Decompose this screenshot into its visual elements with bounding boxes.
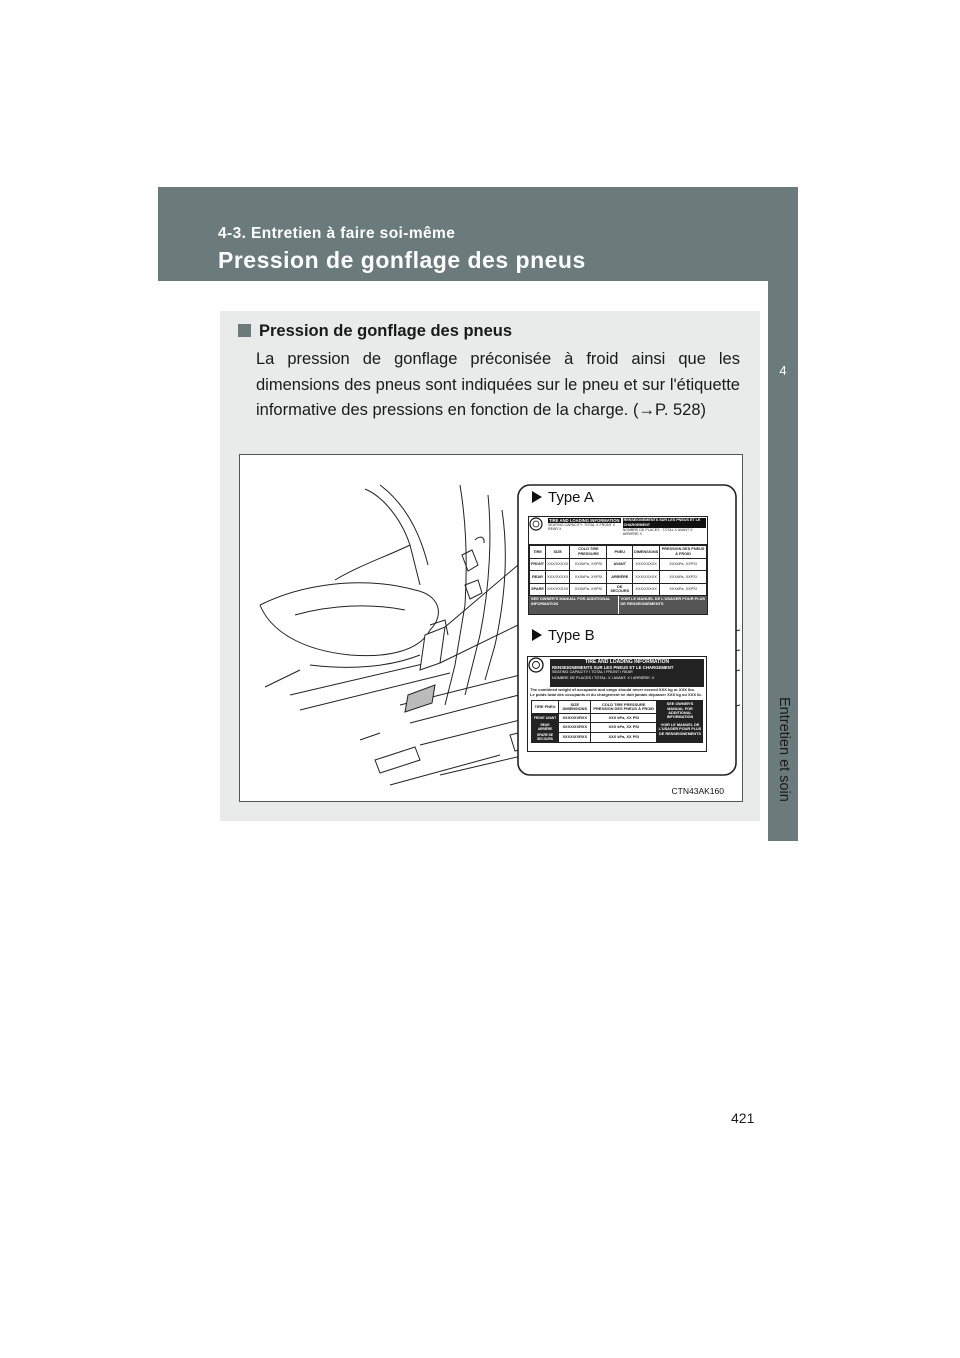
triangle-bullet-icon	[532, 629, 542, 641]
label-a-cell: XXXkPa, XXPSI	[660, 571, 707, 584]
label-b-side-fr: VOIR LE MANUEL DE L'USAGER POUR PLUS DE RENSEIGNEMENTS	[658, 722, 702, 736]
label-b-cell: REAR ARRIÈRE	[532, 722, 559, 732]
label-a-cell: XXXkPa, XXPSI	[570, 583, 607, 596]
content-body: La pression de gonflage préconisée à froid ainsi que les dimensions des pneus sont indiquées sur le pneu et sur l'étiquette informative des pressions en fonction de la charge. (→P. 528)	[256, 350, 740, 419]
label-b-cell: COLD TIRE PRESSURE PRESSION DES PNEUS À FROID	[591, 701, 657, 714]
label-b-cell: TIRE PNEU	[532, 701, 559, 714]
label-b-row	[532, 701, 657, 714]
triangle-bullet-icon	[532, 491, 542, 503]
label-b-table	[531, 700, 657, 743]
label-b-weight-en: The combined weight of occupants and cargo should never exceed XXX kg or XXX lbs.	[530, 687, 695, 692]
label-a-row	[530, 571, 707, 584]
label-a-cell: XXX/XXXXX	[633, 571, 660, 584]
label-a-row	[530, 583, 707, 596]
chapter-number: 4	[779, 363, 787, 378]
label-a-cell: XXX/XXXXX	[546, 583, 570, 596]
label-a-cell: FRONT	[530, 558, 546, 571]
label-a-cell: XXX/XXXXX	[546, 571, 570, 584]
figure-code: CTN43AK160	[671, 786, 724, 796]
label-a-cell: AVANT	[607, 558, 633, 571]
label-a-row	[530, 558, 707, 571]
label-b-row	[532, 722, 657, 732]
tire-label-type-b	[527, 656, 707, 752]
label-b-cell: XXX kPa, XX PSI	[591, 714, 657, 723]
label-a-table	[529, 545, 707, 596]
label-b-row	[532, 714, 657, 723]
page-title: Pression de gonflage des pneus	[218, 247, 586, 273]
label-b-title-fr: RENSEIGNEMENTS SUR LES PNEUS ET LE CHARGEMENT	[552, 665, 674, 671]
label-b-cell: SIZE DIMENSIONS	[559, 701, 591, 714]
label-a-cell: XXXkPa, XXPSI	[570, 571, 607, 584]
page-number: 421	[731, 1110, 755, 1126]
label-b-capacity-fr: NOMBRE DE PLACES I TOTAL: X I AVANT: X I ARRIÈRE: X	[552, 675, 655, 680]
label-b-cell: XXX kPa, XX PSI	[591, 732, 657, 742]
label-a-cell: PRESSION DES PNEUS À FROID	[660, 546, 707, 559]
label-a-cell: SIZE	[546, 546, 570, 559]
label-b-cell: XXXX/XXRXX	[559, 722, 591, 732]
label-b-cell: XXXX/XXRXX	[559, 732, 591, 742]
label-a-footer-fr: VOIR LE MANUEL DE L'USAGER POUR PLUS DE RENSEIGNEMENTS	[618, 596, 708, 614]
content-heading-text: Pression de gonflage des pneus	[259, 322, 513, 340]
section-label: 4-3. Entretien à faire soi-même	[218, 225, 456, 242]
tire-icon	[529, 517, 547, 544]
label-b-title-en: TIRE AND LOADING INFORMATION	[584, 659, 670, 665]
label-a-title-fr: RENSEIGNEMENTS SUR LES PNEUS ET LE CHARGEMENT	[623, 518, 706, 528]
label-b-cell: FRONT AVANT	[532, 714, 559, 723]
content-box	[220, 311, 760, 821]
chapter-label: Entretien et soin	[776, 697, 792, 802]
header-band	[158, 187, 798, 281]
label-a-cell: SPARE	[530, 583, 546, 596]
label-b-weight-fr: Le poids total des occupants et du chargement ne doit jamais dépasser XXX kg ou XXX lb.	[530, 691, 702, 697]
label-a-cell: ARRIÈRE	[607, 571, 633, 584]
type-b-text: Type B	[548, 627, 595, 644]
square-bullet-icon	[238, 324, 251, 337]
type-a-text: Type A	[548, 489, 594, 506]
type-a-label	[532, 489, 594, 506]
label-a-cell: XXXkPa, XXPSI	[660, 558, 707, 571]
tire-icon	[528, 657, 550, 687]
label-b-side-en: SEE OWNER'S MANUAL FOR ADDITIONAL INFORMATION	[666, 702, 694, 720]
label-a-cell: TIRE	[530, 546, 546, 559]
label-a-row	[530, 546, 707, 559]
label-a-cell: XXX/XXXXX	[633, 583, 660, 596]
tire-label-type-a: TIRE AND LOADING INFORMATION SEATING CAPACITY: TOTAL X FRONT X REAR X RENSEIGNEMENTS SUR LES PNEUS ET LE CHARGEMENT NOMBRE DE PLACES : TOTAL X AVANT X ARRIÈRE X TIRE SIZE COLD TIRE PRESSURE PNEU DIMENSIONS PRESSION DES PNEUS À FROID FRONT XXX/XXXXX XXXkPa, XXPSI AVANT XXX/XXXXX XXXkPa, XXPSI REAR XXX/XXXXX XXXkPa, XXPSI ARRIÈRE XXX/XXXXX XXXkPa, XXPSI SPARE XXX/XXXXX XXXkPa, XXPSI DE SECOURS XXX/XXXXX XXXkPa, XXPSI SEE OWNER'S MANUAL FOR ADDITIONAL INFORMATION VOIR LE MANUEL DE L'USAGER POUR PLUS DE RENSEIGNEMENTS	[528, 516, 708, 615]
label-a-cell: PNEU	[607, 546, 633, 559]
figure	[239, 454, 743, 802]
label-b-cell: XXX kPa, XX PSI	[591, 722, 657, 732]
label-b-cell: XXXX/XXRXX	[559, 714, 591, 723]
label-b-capacity: SEATING CAPACITY I TOTAL I FRONT I REAR	[552, 670, 633, 675]
label-a-cell: XXXkPa, XXPSI	[570, 558, 607, 571]
label-a-cell: DIMENSIONS	[633, 546, 660, 559]
content-heading	[238, 322, 512, 341]
label-a-cell: REAR	[530, 571, 546, 584]
label-a-footer-en: SEE OWNER'S MANUAL FOR ADDITIONAL INFORMATION	[531, 596, 611, 606]
label-a-cell: XXXkPa, XXPSI	[660, 583, 707, 596]
label-b-row	[532, 732, 657, 742]
label-b-cell: SPARE DE SECOURS	[532, 732, 559, 742]
label-a-cell: COLD TIRE PRESSURE	[570, 546, 607, 559]
label-a-cell: XXX/XXXXX	[546, 558, 570, 571]
label-a-title-en: TIRE AND LOADING INFORMATION	[549, 518, 620, 523]
type-b-label	[532, 627, 595, 644]
label-a-cell: DE SECOURS	[607, 583, 633, 596]
label-a-cell: XXX/XXXXX	[633, 558, 660, 571]
